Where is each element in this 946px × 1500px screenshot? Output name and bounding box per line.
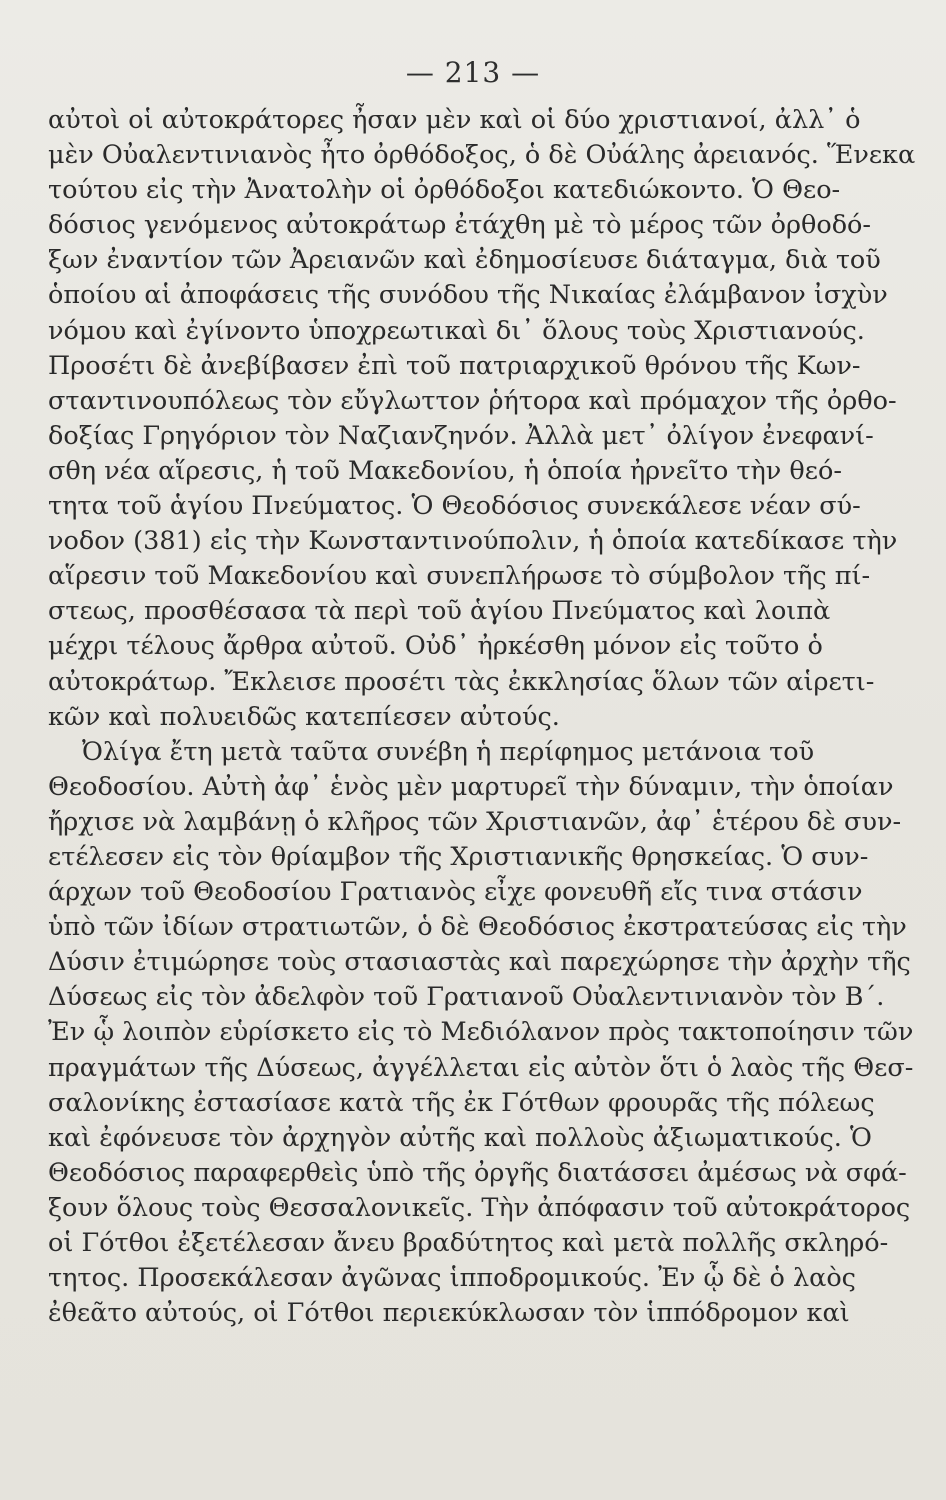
text-line: ἤρχισε νὰ λαμβάνῃ ὁ κλῆρος τῶν Χριστιανῶν, ἀφ᾽ ἑτέρου δὲ συν- xyxy=(48,806,902,837)
text-line: δόσιος γενόμενος αὐτοκράτωρ ἐτάχθη μὲ τὸ μέρος τῶν ὀρθοδό- xyxy=(48,210,872,241)
text-line: οἱ Γότθοι ἐξετέλεσαν ἄνευ βραδύτητος καὶ μετὰ πολλῆς σκληρό- xyxy=(48,1228,889,1258)
text-line-paragraph-end: κῶν καὶ πολυειδῶς κατεπίεσεν αὐτούς. xyxy=(48,701,560,732)
text-line: ξουν ὅλους τοὺς Θεσσαλονικεῖς. Τὴν ἀπόφασιν τοῦ αὐτοκράτορος xyxy=(48,1192,911,1223)
text-line: Ἐν ᾧ λοιπὸν εὑρίσκετο εἰς τὸ Μεδιόλανον πρὸς τακτοποίησιν τῶν xyxy=(48,1017,914,1048)
text-line: μὲν Οὐαλεντινιανὸς ἦτο ὀρθόδοξος, ὁ δὲ Οὐάλης ἀρειανός. Ἕνεκα xyxy=(48,140,916,171)
text-line: στεως, προσθέσασα τὰ περὶ τοῦ ἁγίου Πνεύματος καὶ λοιπὰ xyxy=(48,596,831,627)
text-line: ὑπὸ τῶν ἰδίων στρατιωτῶν, ὁ δὲ Θεοδόσιος ἐκστρατεύσας εἰς τὴν xyxy=(48,912,907,943)
text-line: δοξίας Γρηγόριον τὸν Ναζιανζηνόν. Ἀλλὰ μετ᾽ ὀλίγον ἐνεφανί- xyxy=(48,420,874,451)
text-line: σαλονίκης ἐστασίασε κατὰ τῆς ἐκ Γότθων φρουρᾶς τῆς πόλεως xyxy=(48,1087,875,1118)
text-line: τητα τοῦ ἁγίου Πνεύματος. Ὁ Θεοδόσιος συνεκάλεσε νέαν σύ- xyxy=(48,491,861,522)
text-line: αἵρεσιν τοῦ Μακεδονίου καὶ συνεπλήρωσε τὸ σύμβολον τῆς πί- xyxy=(48,561,871,592)
text-line: τητος. Προσεκάλεσαν ἀγῶνας ἱπποδρομικούς. Ἐν ᾧ δὲ ὁ λαὸς xyxy=(48,1263,856,1294)
text-line: νοδον (381) εἰς τὴν Κωνσταντινούπολιν, ἡ ὁποία κατεδίκασε τὴν xyxy=(48,526,898,557)
text-line: πραγμάτων τῆς Δύσεως, ἀγγέλλεται εἰς αὐτὸν ὅτι ὁ λαὸς τῆς Θεσ- xyxy=(48,1052,914,1083)
text-line: καὶ ἐφόνευσε τὸν ἀρχηγὸν αὐτῆς καὶ πολλοὺς ἀξιωματικούς. Ὁ xyxy=(48,1122,872,1153)
page-number: — 213 — xyxy=(405,56,541,89)
text-line-paragraph-start: Ὀλίγα ἔτη μετὰ ταῦτα συνέβη ἡ περίφημος μετάνοια τοῦ xyxy=(82,736,815,767)
text-line: ἐθεᾶτο αὐτούς, οἱ Γότθοι περιεκύκλωσαν τὸν ἱππόδρομον καὶ xyxy=(48,1298,850,1329)
text-line: ετέλεσεν εἰς τὸν θρίαμβον τῆς Χριστιανικῆς θρησκείας. Ὁ συν- xyxy=(48,841,869,872)
text-line: αὐτοκράτωρ. Ἔκλεισε προσέτι τὰς ἐκκλησίας ὅλων τῶν αἱρετι- xyxy=(48,666,875,697)
text-line: τούτου εἰς τὴν Ἀνατολὴν οἱ ὀρθόδοξοι κατεδιώκοντο. Ὁ Θεο- xyxy=(48,175,841,206)
text-line: νόμου καὶ ἐγίνοντο ὑποχρεωτικαὶ δι᾽ ὅλους τοὺς Χριστιανούς. xyxy=(48,315,865,346)
text-line: σθη νέα αἵρεσις, ἡ τοῦ Μακεδονίου, ἡ ὁποία ἠρνεῖτο τὴν θεό- xyxy=(48,455,842,486)
text-line: Θεοδόσιος παραφερθεὶς ὑπὸ τῆς ὀργῆς διατάσσει ἀμέσως νὰ σφά- xyxy=(48,1157,907,1188)
text-line: μέχρι τέλους ἄρθρα αὐτοῦ. Οὐδ᾽ ἠρκέσθη μόνον εἰς τοῦτο ὁ xyxy=(48,631,823,662)
text-line: ὁποίου αἱ ἀποφάσεις τῆς συνόδου τῆς Νικαίας ἐλάμβανον ἰσχὺν xyxy=(48,280,888,311)
text-line: σταντινουπόλεως τὸν εὔγλωττον ῥήτορα καὶ πρόμαχον τῆς ὀρθο- xyxy=(48,385,897,416)
text-line: ξων ἐναντίον τῶν Ἀρειανῶν καὶ ἐδημοσίευσε διάταγμα, διὰ τοῦ xyxy=(48,245,881,276)
text-line: άρχων τοῦ Θεοδοσίου Γρατιανὸς εἶχε φονευθῆ εἴς τινα στάσιν xyxy=(48,877,863,908)
text-line: Δύσεως εἰς τὸν ἀδελφὸν τοῦ Γρατιανοῦ Οὐαλεντινιανὸν τὸν Β΄. xyxy=(48,982,885,1013)
text-line: Δύσιν ἐτιμώρησε τοὺς στασιαστὰς καὶ παρεχώρησε τὴν ἀρχὴν τῆς xyxy=(48,947,911,978)
text-line: Προσέτι δὲ ἀνεβίβασεν ἐπὶ τοῦ πατριαρχικοῦ θρόνου τῆς Κων- xyxy=(48,350,861,381)
body-text xyxy=(48,103,916,1331)
text-line: αὐτοὶ οἱ αὐτοκράτορες ἦσαν μὲν καὶ οἱ δύο χριστιανοί, ἀλλ᾽ ὁ xyxy=(48,105,861,135)
text-line: Θεοδοσίου. Αὐτὴ ἀφ᾽ ἑνὸς μὲν μαρτυρεῖ τὴν δύναμιν, τὴν ὁποίαν xyxy=(48,771,894,802)
